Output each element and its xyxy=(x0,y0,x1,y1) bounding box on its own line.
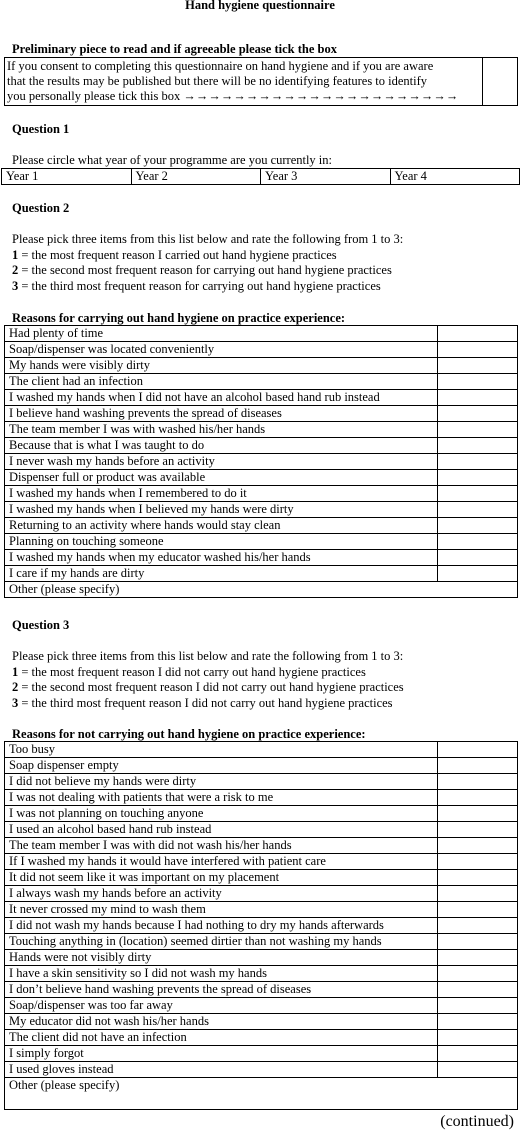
rating-text: = the most frequent reason I carried out hand hygiene practices xyxy=(18,248,337,262)
rating-box[interactable] xyxy=(438,838,518,854)
reason-label: I did not wash my hands because I had nothing to dry my hands afterwards xyxy=(5,918,438,934)
rating-box[interactable] xyxy=(438,742,518,758)
reason-row xyxy=(5,406,518,422)
reason-row xyxy=(5,838,518,854)
rating-box[interactable] xyxy=(438,774,518,790)
rating-box[interactable] xyxy=(438,1046,518,1062)
question-1-prompt: Please circle what year of your programme are you currently in: xyxy=(12,153,333,167)
question-3-list-heading: Reasons for not carrying out hand hygiene on practice experience: xyxy=(12,727,366,741)
reason-row xyxy=(5,854,518,870)
rating-box[interactable] xyxy=(438,502,518,518)
reason-label: Dispenser full or product was available xyxy=(5,470,438,486)
question-2-rating-1 xyxy=(12,248,337,264)
reason-label: I always wash my hands before an activity xyxy=(5,886,438,902)
consent-table xyxy=(4,57,518,106)
reason-label: The client did not have an infection xyxy=(5,1030,438,1046)
other-row xyxy=(5,1078,518,1110)
other-specify-field[interactable]: Other (please specify) xyxy=(5,582,518,598)
reason-row xyxy=(5,502,518,518)
reason-row xyxy=(5,454,518,470)
reason-row xyxy=(5,342,518,358)
rating-box[interactable] xyxy=(438,390,518,406)
reason-row xyxy=(5,422,518,438)
rating-box[interactable] xyxy=(438,1062,518,1078)
reason-label: It did not seem like it was important on my placement xyxy=(5,870,438,886)
year-option[interactable]: Year 3 xyxy=(261,169,391,185)
rating-box[interactable] xyxy=(438,358,518,374)
rating-box[interactable] xyxy=(438,934,518,950)
carry-out-reasons-table xyxy=(4,325,518,598)
reason-label: Soap/dispenser was too far away xyxy=(5,998,438,1014)
rating-number: 3 xyxy=(12,279,19,293)
reason-label: If I washed my hands it would have interfered with patient care xyxy=(5,854,438,870)
preliminary-heading: Preliminary piece to read and if agreeable please tick the box xyxy=(12,42,337,56)
reason-row xyxy=(5,806,518,822)
rating-number: 1 xyxy=(12,665,19,679)
reason-row xyxy=(5,822,518,838)
rating-box[interactable] xyxy=(438,470,518,486)
question-3-rating-3 xyxy=(12,696,393,712)
reason-label: I washed my hands when my educator washed his/her hands xyxy=(5,550,438,566)
rating-box[interactable] xyxy=(438,1030,518,1046)
reason-label: Returning to an activity where hands would stay clean xyxy=(5,518,438,534)
reason-row xyxy=(5,902,518,918)
rating-number: 3 xyxy=(12,696,19,710)
other-row xyxy=(5,582,518,598)
reason-row xyxy=(5,326,518,342)
rating-box[interactable] xyxy=(438,534,518,550)
reason-label: I was not dealing with patients that were a risk to me xyxy=(5,790,438,806)
reason-row xyxy=(5,774,518,790)
reason-label: Soap dispenser empty xyxy=(5,758,438,774)
reason-label: Planning on touching someone xyxy=(5,534,438,550)
reason-row xyxy=(5,470,518,486)
not-carry-out-reasons-table xyxy=(4,741,518,1110)
year-option[interactable]: Year 1 xyxy=(2,169,132,185)
rating-box[interactable] xyxy=(438,822,518,838)
question-2-heading: Question 2 xyxy=(12,201,70,215)
reason-row xyxy=(5,566,518,582)
reason-row xyxy=(5,438,518,454)
rating-text: = the second most frequent reason for carrying out hand hygiene practices xyxy=(18,263,392,277)
rating-box[interactable] xyxy=(438,422,518,438)
rating-box[interactable] xyxy=(438,550,518,566)
reason-label: I washed my hands when I believed my hands were dirty xyxy=(5,502,438,518)
reason-label: I care if my hands are dirty xyxy=(5,566,438,582)
rating-box[interactable] xyxy=(438,486,518,502)
rating-box[interactable] xyxy=(438,902,518,918)
reason-row xyxy=(5,518,518,534)
page-title: Hand hygiene questionnaire xyxy=(185,0,335,12)
rating-box[interactable] xyxy=(438,374,518,390)
rating-text: = the second most frequent reason I did not carry out hand hygiene practices xyxy=(18,680,404,694)
consent-tick-box[interactable] xyxy=(482,58,517,106)
reason-label: I simply forgot xyxy=(5,1046,438,1062)
reason-label: I washed my hands when I did not have an alcohol based hand rub instead xyxy=(5,390,438,406)
question-2-prompt: Please pick three items from this list below and rate the following from 1 to 3: xyxy=(12,232,404,246)
reason-label: Touching anything in (location) seemed dirtier than not washing my hands xyxy=(5,934,438,950)
rating-box[interactable] xyxy=(438,854,518,870)
rating-box[interactable] xyxy=(438,454,518,470)
reason-row xyxy=(5,742,518,758)
question-2-list-heading: Reasons for carrying out hand hygiene on practice experience: xyxy=(12,311,346,325)
reason-row xyxy=(5,790,518,806)
reason-label: I was not planning on touching anyone xyxy=(5,806,438,822)
reason-label: The team member I was with did not wash his/her hands xyxy=(5,838,438,854)
consent-line: you personally please tick this box →→→→→→→→→→→→→→→→→→→→→→ xyxy=(7,89,459,103)
reason-row xyxy=(5,934,518,950)
rating-box[interactable] xyxy=(438,326,518,342)
reason-label: I don’t believe hand washing prevents the spread of diseases xyxy=(5,982,438,998)
reason-row xyxy=(5,390,518,406)
year-option[interactable]: Year 2 xyxy=(131,169,261,185)
year-options-table xyxy=(1,168,520,185)
reason-row xyxy=(5,534,518,550)
reason-label: I never wash my hands before an activity xyxy=(5,454,438,470)
reason-label: My hands were visibly dirty xyxy=(5,358,438,374)
rating-box[interactable] xyxy=(438,758,518,774)
rating-box[interactable] xyxy=(438,982,518,998)
rating-box[interactable] xyxy=(438,438,518,454)
consent-text xyxy=(5,58,483,106)
reason-row xyxy=(5,1046,518,1062)
question-3-heading: Question 3 xyxy=(12,618,70,632)
reason-row xyxy=(5,486,518,502)
consent-line: If you consent to completing this questionnaire on hand hygiene and if you are aware xyxy=(7,59,434,73)
reason-row xyxy=(5,918,518,934)
reason-label: Hands were not visibly dirty xyxy=(5,950,438,966)
other-specify-field[interactable]: Other (please specify) xyxy=(5,1078,518,1110)
question-2-rating-3 xyxy=(12,279,381,295)
consent-line: that the results may be published but there will be no identifying features to identify xyxy=(7,74,428,88)
rating-text: = the third most frequent reason for carrying out hand hygiene practices xyxy=(18,279,381,293)
rating-box[interactable] xyxy=(438,342,518,358)
rating-box[interactable] xyxy=(438,886,518,902)
reason-row xyxy=(5,1014,518,1030)
rating-box[interactable] xyxy=(438,950,518,966)
reason-label: It never crossed my mind to wash them xyxy=(5,902,438,918)
reason-row xyxy=(5,1062,518,1078)
reason-label: My educator did not wash his/her hands xyxy=(5,1014,438,1030)
continued-label: (continued) xyxy=(440,1113,514,1130)
reason-label: I believe hand washing prevents the spread of diseases xyxy=(5,406,438,422)
reason-label: Too busy xyxy=(5,742,438,758)
rating-number: 2 xyxy=(12,680,19,694)
question-3-prompt: Please pick three items from this list below and rate the following from 1 to 3: xyxy=(12,649,404,663)
question-3-rating-1 xyxy=(12,665,366,681)
reason-label: I washed my hands when I remembered to do it xyxy=(5,486,438,502)
reason-row xyxy=(5,870,518,886)
reason-row xyxy=(5,966,518,982)
rating-box[interactable] xyxy=(438,918,518,934)
reason-row xyxy=(5,758,518,774)
reason-label: I used an alcohol based hand rub instead xyxy=(5,822,438,838)
reason-row xyxy=(5,358,518,374)
reason-label: Soap/dispenser was located conveniently xyxy=(5,342,438,358)
reason-row xyxy=(5,1030,518,1046)
reason-label: Had plenty of time xyxy=(5,326,438,342)
reason-label: I used gloves instead xyxy=(5,1062,438,1078)
question-1-heading: Question 1 xyxy=(12,122,70,136)
rating-box[interactable] xyxy=(438,790,518,806)
question-2-rating-2 xyxy=(12,263,392,279)
rating-box[interactable] xyxy=(438,806,518,822)
rating-number: 1 xyxy=(12,248,19,262)
year-option[interactable]: Year 4 xyxy=(390,169,520,185)
rating-box[interactable] xyxy=(438,518,518,534)
rating-box[interactable] xyxy=(438,566,518,582)
rating-number: 2 xyxy=(12,263,19,277)
reason-row xyxy=(5,886,518,902)
reason-row xyxy=(5,982,518,998)
reason-label: Because that is what I was taught to do xyxy=(5,438,438,454)
rating-box[interactable] xyxy=(438,406,518,422)
reason-row xyxy=(5,550,518,566)
reason-label: I did not believe my hands were dirty xyxy=(5,774,438,790)
question-3-rating-2 xyxy=(12,680,404,696)
rating-text: = the third most frequent reason I did not carry out hand hygiene practices xyxy=(18,696,393,710)
reason-label: The team member I was with washed his/her hands xyxy=(5,422,438,438)
rating-box[interactable] xyxy=(438,998,518,1014)
reason-label: I have a skin sensitivity so I did not wash my hands xyxy=(5,966,438,982)
rating-box[interactable] xyxy=(438,870,518,886)
reason-row xyxy=(5,374,518,390)
reason-row xyxy=(5,998,518,1014)
rating-text: = the most frequent reason I did not carry out hand hygiene practices xyxy=(18,665,366,679)
reason-row xyxy=(5,950,518,966)
reason-label: The client had an infection xyxy=(5,374,438,390)
rating-box[interactable] xyxy=(438,1014,518,1030)
rating-box[interactable] xyxy=(438,966,518,982)
